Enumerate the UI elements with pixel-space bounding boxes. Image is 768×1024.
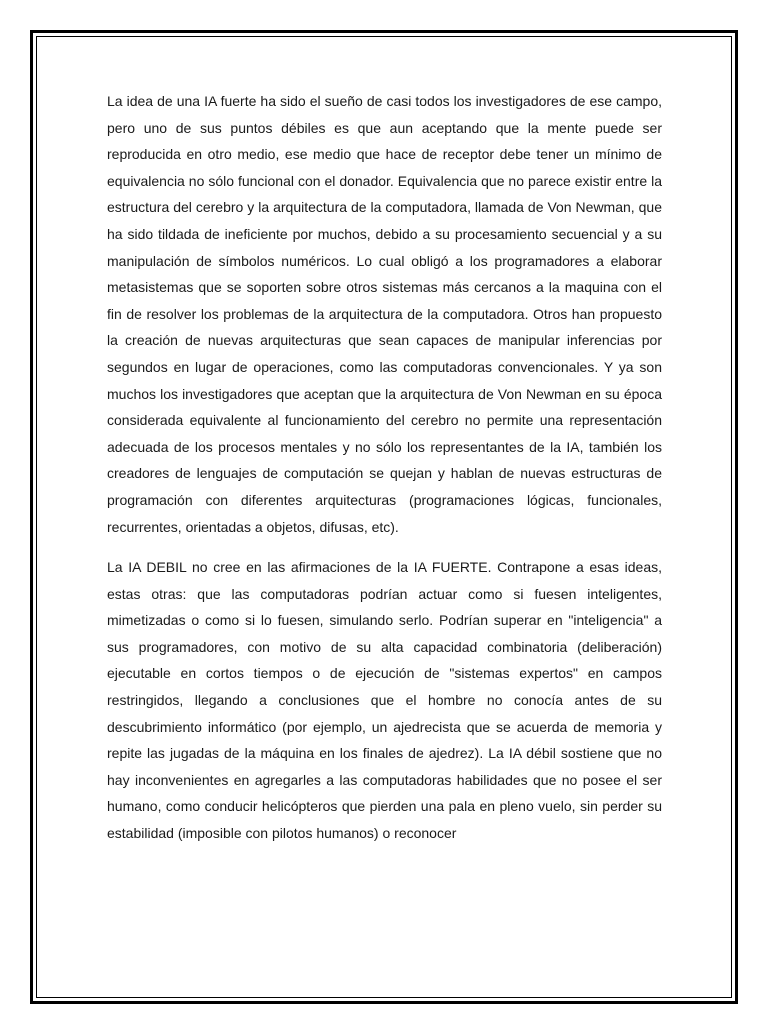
paragraph-weak-ai: La IA DEBIL no cree en las afirmaciones de la IA FUERTE. Contrapone a esas ideas, estas otras: que las computadoras podrían actuar como si fuesen inteligentes, mimetizadas o como si lo fuesen, simulando serlo. Podrían superar en "inteligencia" a sus programadores, con motivo de su alta capacidad combinatoria (deliberación) ejecutable en cortos tiempos o de ejecución de "sistemas expertos" en campos restringidos, llegando a conclusiones que el hombre no conocía antes de su descubrimiento informático (por ejemplo, un ajedrecista que se acuerda de memoria y repite las jugadas de la máquina en los finales de ajedrez). La IA débil sostiene que no hay inconvenientes en agregarles a las computadoras habilidades que no posee el ser humano, como conducir helicópteros que pierden una pala en pleno vuelo, sin perder su estabilidad (imposible con pilotos humanos) o reconocer	[107, 559, 662, 842]
document-body	[107, 88, 662, 861]
paragraph-strong-ai: La idea de una IA fuerte ha sido el sueño de casi todos los investigadores de ese campo, pero uno de sus puntos débiles es que aun aceptando que la mente puede ser reproducida en otro medio, ese medio que hace de receptor debe tener un mínimo de equivalencia no sólo funcional con el donador. Equivalencia que no parece existir entre la estructura del cerebro y la arquitectura de la computadora, llamada de Von Newman, que ha sido tildada de ineficiente por muchos, debido a su procesamiento secuencial y a su manipulación de símbolos numéricos. Lo cual obligó a los programadores a elaborar metasistemas que se soporten sobre otros sistemas más cercanos a la maquina con el fin de resolver los problemas de la arquitectura de la computadora. Otros han propuesto la creación de nuevas arquitecturas que sean capaces de manipular inferencias por segundos en lugar de operaciones, como las computadoras convencionales. Y ya son muchos los investigadores que aceptan que la arquitectura de Von Newman en su época considerada equivalente al funcionamiento del cerebro no permite una representación adecuada de los procesos mentales y no sólo los representantes de la IA, también los creadores de lenguajes de computación se quejan y hablan de nuevas estructuras de programación con diferentes arquitecturas (programaciones lógicas, funcionales, recurrentes, orientadas a objetos, difusas, etc).	[107, 93, 662, 535]
